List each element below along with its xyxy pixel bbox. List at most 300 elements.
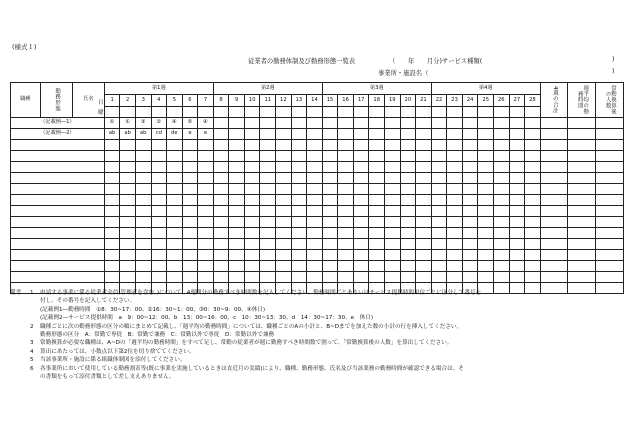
total-cell	[540, 118, 568, 129]
day-6: 6	[182, 95, 198, 107]
day-value-cell	[400, 173, 416, 184]
day-value-cell: e	[182, 129, 198, 140]
fte-cell	[596, 151, 624, 162]
example-label: （記載例―2）	[40, 130, 75, 137]
day-3: 3	[135, 95, 151, 107]
day-value-cell	[307, 206, 323, 217]
period-service-type: （ 年 月分)サービス種類(	[389, 58, 483, 65]
day-value-cell	[416, 151, 432, 162]
table-row	[11, 217, 624, 228]
day-value-cell	[182, 162, 198, 173]
day-value-cell	[493, 250, 509, 261]
day-value-cell	[276, 151, 292, 162]
day-value-cell	[509, 261, 525, 272]
day-value-cell	[416, 129, 432, 140]
day-value-cell	[182, 173, 198, 184]
fte-cell	[596, 228, 624, 239]
day-value-cell	[322, 261, 338, 272]
day-value-cell	[167, 261, 183, 272]
table-row	[11, 140, 624, 151]
day-value-cell	[369, 140, 385, 151]
day-value-cell	[385, 162, 401, 173]
day-value-cell	[338, 206, 354, 217]
day-value-cell	[478, 162, 494, 173]
fte-cell	[596, 173, 624, 184]
day-value-cell	[509, 195, 525, 206]
day-value-cell	[120, 217, 136, 228]
day-value-cell	[338, 162, 354, 173]
row-job	[11, 173, 105, 184]
day-value-cell	[322, 250, 338, 261]
day-value-cell	[322, 184, 338, 195]
day-value-cell: ②	[151, 118, 167, 129]
col-work-form-text: 勤務形態	[54, 88, 61, 112]
day-value-cell	[167, 140, 183, 151]
week-header-4: 第4週	[431, 83, 540, 95]
day-value-cell	[120, 195, 136, 206]
day-value-cell	[291, 261, 307, 272]
row-job	[11, 206, 105, 217]
day-value-cell	[244, 151, 260, 162]
day-value-cell	[104, 173, 120, 184]
weekday-cell	[198, 107, 214, 118]
day-value-cell	[369, 217, 385, 228]
day-value-cell	[369, 173, 385, 184]
day-value-cell	[385, 228, 401, 239]
day-value-cell	[400, 195, 416, 206]
weekly-avg-cell	[568, 272, 596, 283]
notes-section	[10, 289, 622, 381]
day-value-cell	[213, 217, 229, 228]
day-value-cell	[276, 239, 292, 250]
day-value-cell	[400, 272, 416, 283]
note-text: 申請する事業に係る従業者全員(管理者を含む。)について、4週間分の勤務すべき時間数を記入してください。勤務時間ごとあるいはサービス提供時間単位ごとに区分して番号を	[40, 290, 482, 296]
day-value-cell	[151, 272, 167, 283]
day-value-cell	[244, 162, 260, 173]
day-value-cell	[151, 140, 167, 151]
weekday-cell	[135, 107, 151, 118]
weekday-cell	[167, 107, 183, 118]
day-value-cell: ab	[104, 129, 120, 140]
day-value-cell	[260, 184, 276, 195]
day-value-cell	[478, 195, 494, 206]
day-value-cell	[260, 140, 276, 151]
day-value-cell	[104, 272, 120, 283]
weekday-cell	[431, 107, 447, 118]
day-value-cell	[338, 217, 354, 228]
day-value-cell	[244, 250, 260, 261]
day-value-cell	[462, 272, 478, 283]
weekday-cell	[416, 107, 432, 118]
notes-spacer	[10, 306, 30, 314]
day-value-cell	[462, 140, 478, 151]
day-value-cell	[385, 173, 401, 184]
weekday-cell	[369, 107, 385, 118]
day-value-cell	[431, 184, 447, 195]
day-value-cell	[229, 173, 245, 184]
day-value-cell	[151, 250, 167, 261]
day-value-cell	[400, 261, 416, 272]
day-value-cell	[353, 162, 369, 173]
notes-spacer	[10, 356, 30, 364]
table-row	[11, 272, 624, 283]
row-job	[11, 118, 105, 129]
weekly-avg-cell	[568, 195, 596, 206]
weekday-cell	[120, 107, 136, 118]
day-9: 9	[229, 95, 245, 107]
day-13: 13	[291, 95, 307, 107]
table-row	[11, 250, 624, 261]
day-value-cell	[478, 118, 494, 129]
weekly-avg-cell	[568, 118, 596, 129]
day-value-cell	[369, 239, 385, 250]
weekday-cell	[260, 107, 276, 118]
day-value-cell	[307, 250, 323, 261]
day-value-cell	[229, 195, 245, 206]
day-value-cell	[431, 195, 447, 206]
day-value-cell	[291, 151, 307, 162]
fte-cell	[596, 250, 624, 261]
day-value-cell	[104, 195, 120, 206]
fte-cell	[596, 184, 624, 195]
day-value-cell	[307, 151, 323, 162]
day-value-cell	[198, 228, 214, 239]
day-value-cell	[120, 162, 136, 173]
day-value-cell	[353, 173, 369, 184]
day-value-cell	[167, 162, 183, 173]
day-value-cell	[462, 195, 478, 206]
row-job	[11, 140, 105, 151]
weekday-cell	[462, 107, 478, 118]
day-value-cell	[353, 184, 369, 195]
day-value-cell	[151, 206, 167, 217]
day-value-cell	[353, 239, 369, 250]
day-value-cell	[120, 239, 136, 250]
day-value-cell	[447, 140, 463, 151]
day-value-cell	[229, 228, 245, 239]
row-job	[11, 228, 105, 239]
day-value-cell	[400, 162, 416, 173]
week-header-3: 第3週	[322, 83, 431, 95]
day-value-cell	[213, 118, 229, 129]
weekly-avg-cell	[568, 173, 596, 184]
day-value-cell	[447, 118, 463, 129]
day-value-cell	[338, 239, 354, 250]
note-text: 各事業所において使用している勤務割表等(既に事業を実施しているときは直近月の実績)により、職種、勤務形態、氏名及び当該業務の勤務時間が確認できる場合は、そ	[40, 365, 464, 372]
note-text: 常勤換算が必要な職種は、A~Dの「週平均の勤務時間」をすべて足し、常勤の従業者が週に勤務すべき時間数で割って、「常勤換算後の人数」を算出してください。	[40, 340, 453, 347]
day-value-cell	[198, 173, 214, 184]
day-value-cell	[135, 272, 151, 283]
weekday-cell	[493, 107, 509, 118]
day-value-cell	[198, 195, 214, 206]
day-value-cell	[307, 173, 323, 184]
weekday-cell	[104, 107, 120, 118]
day-value-cell	[276, 162, 292, 173]
day-value-cell	[322, 151, 338, 162]
col-name: 氏名	[72, 83, 104, 118]
day-value-cell	[416, 184, 432, 195]
row-job	[11, 272, 105, 283]
day-value-cell	[509, 250, 525, 261]
note-text: の書類をもって添付書類として差し支えありません。	[40, 374, 175, 381]
day-value-cell	[276, 118, 292, 129]
day-value-cell	[385, 250, 401, 261]
day-value-cell	[338, 129, 354, 140]
day-value-cell	[416, 217, 432, 228]
note-text: (記載例2―サービス提供時間 a 9：00~12：00、b 13：00~16：00、c 10：30~13：30、d 14：30~17：30、e 休日)	[40, 315, 374, 322]
day-value-cell	[291, 195, 307, 206]
day-value-cell	[167, 195, 183, 206]
day-value-cell	[431, 206, 447, 217]
day-value-cell	[151, 162, 167, 173]
day-value-cell	[104, 250, 120, 261]
day-value-cell	[213, 184, 229, 195]
day-value-cell	[260, 272, 276, 283]
weekday-cell	[509, 107, 525, 118]
day-value-cell	[135, 195, 151, 206]
day-value-cell: cd	[151, 129, 167, 140]
day-value-cell	[198, 250, 214, 261]
day-value-cell	[478, 206, 494, 217]
day-value-cell	[276, 250, 292, 261]
day-value-cell	[135, 217, 151, 228]
day-value-cell	[135, 206, 151, 217]
day-value-cell	[307, 184, 323, 195]
day-value-cell	[260, 250, 276, 261]
day-value-cell	[213, 228, 229, 239]
day-value-cell	[462, 151, 478, 162]
total-cell	[540, 228, 568, 239]
day-value-cell	[167, 206, 183, 217]
day-value-cell	[400, 184, 416, 195]
day-value-cell	[198, 217, 214, 228]
weekday-cell	[276, 107, 292, 118]
day-value-cell	[338, 195, 354, 206]
day-value-cell	[447, 250, 463, 261]
day-value-cell	[104, 151, 120, 162]
weekday-row-label: 曜	[98, 110, 104, 116]
note-number: 1	[30, 290, 34, 296]
day-value-cell	[120, 261, 136, 272]
day-value-cell	[276, 129, 292, 140]
day-value-cell	[338, 173, 354, 184]
weekly-avg-cell	[568, 261, 596, 272]
day-value-cell	[338, 228, 354, 239]
day-value-cell	[198, 184, 214, 195]
day-value-cell	[322, 228, 338, 239]
day-value-cell	[104, 162, 120, 173]
note-number-spacer	[30, 306, 40, 314]
day-value-cell	[493, 129, 509, 140]
day-value-cell	[525, 173, 541, 184]
day-value-cell: de	[167, 129, 183, 140]
day-value-cell	[353, 272, 369, 283]
day-value-cell	[135, 140, 151, 151]
total-cell	[540, 206, 568, 217]
day-value-cell	[322, 195, 338, 206]
day-value-cell	[525, 184, 541, 195]
day-value-cell	[462, 261, 478, 272]
day-value-cell	[135, 261, 151, 272]
day-value-cell	[276, 261, 292, 272]
note-text: 付し、その番号を記入してください。	[40, 298, 136, 305]
total-cell	[540, 261, 568, 272]
day-value-cell	[447, 206, 463, 217]
day-value-cell	[400, 228, 416, 239]
day-value-cell	[291, 272, 307, 283]
day-value-cell	[213, 140, 229, 151]
table-row	[11, 129, 624, 140]
day-value-cell	[353, 261, 369, 272]
day-10: 10	[244, 95, 260, 107]
day-value-cell	[151, 195, 167, 206]
weekday-cell	[182, 107, 198, 118]
weekday-cell	[307, 107, 323, 118]
day-17: 17	[353, 95, 369, 107]
day-value-cell	[307, 239, 323, 250]
day-value-cell	[338, 272, 354, 283]
note-number: 6	[30, 365, 34, 372]
day-value-cell	[276, 206, 292, 217]
day-24: 24	[462, 95, 478, 107]
day-value-cell	[369, 250, 385, 261]
notes-spacer	[10, 297, 30, 305]
day-value-cell	[385, 184, 401, 195]
day-value-cell	[135, 250, 151, 261]
day-value-cell	[291, 250, 307, 261]
day-value-cell	[260, 162, 276, 173]
day-value-cell: ④	[167, 118, 183, 129]
day-value-cell	[353, 250, 369, 261]
day-value-cell	[307, 195, 323, 206]
weekday-cell	[525, 107, 541, 118]
fte-cell	[596, 195, 624, 206]
day-value-cell	[369, 206, 385, 217]
fte-cell	[596, 217, 624, 228]
note-number: 2	[30, 323, 34, 330]
table-row	[11, 173, 624, 184]
day-value-cell	[213, 151, 229, 162]
day-25: 25	[478, 95, 494, 107]
fte-cell	[596, 129, 624, 140]
day-value-cell	[135, 184, 151, 195]
day-2: 2	[120, 95, 136, 107]
day-value-cell	[198, 272, 214, 283]
col-fte-count	[596, 83, 624, 118]
weekly-avg-cell	[568, 184, 596, 195]
table-row	[11, 261, 624, 272]
weekly-avg-cell	[568, 228, 596, 239]
day-value-cell	[416, 173, 432, 184]
day-value-cell	[229, 250, 245, 261]
day-value-cell	[447, 272, 463, 283]
day-value-cell	[151, 239, 167, 250]
day-value-cell	[431, 261, 447, 272]
day-value-cell	[525, 195, 541, 206]
weekly-avg-cell	[568, 217, 596, 228]
total-cell	[540, 239, 568, 250]
total-cell	[540, 184, 568, 195]
row-job	[11, 217, 105, 228]
row-job	[11, 151, 105, 162]
day-value-cell	[493, 162, 509, 173]
day-value-cell	[260, 217, 276, 228]
day-value-cell	[307, 129, 323, 140]
weekday-cell	[400, 107, 416, 118]
day-value-cell	[182, 195, 198, 206]
weekday-cell	[447, 107, 463, 118]
day-value-cell	[135, 228, 151, 239]
total-cell	[540, 140, 568, 151]
day-value-cell	[260, 195, 276, 206]
day-value-cell	[167, 250, 183, 261]
day-value-cell	[369, 195, 385, 206]
day-value-cell	[120, 173, 136, 184]
day-value-cell	[493, 239, 509, 250]
day-value-cell	[385, 239, 401, 250]
day-value-cell	[353, 151, 369, 162]
day-value-cell	[509, 184, 525, 195]
day-value-cell	[509, 129, 525, 140]
day-value-cell	[167, 173, 183, 184]
day-7: 7	[198, 95, 214, 107]
day-value-cell	[260, 228, 276, 239]
day-value-cell	[462, 173, 478, 184]
day-value-cell	[151, 261, 167, 272]
day-value-cell	[151, 184, 167, 195]
day-value-cell	[416, 140, 432, 151]
day-value-cell	[244, 129, 260, 140]
day-value-cell	[431, 217, 447, 228]
day-value-cell	[291, 162, 307, 173]
day-value-cell	[182, 184, 198, 195]
day-value-cell	[431, 239, 447, 250]
day-value-cell	[478, 228, 494, 239]
day-value-cell	[322, 239, 338, 250]
day-value-cell: ⑤	[182, 118, 198, 129]
day-value-cell	[322, 272, 338, 283]
day-18: 18	[369, 95, 385, 107]
day-value-cell	[478, 250, 494, 261]
day-value-cell	[400, 239, 416, 250]
day-value-cell	[276, 272, 292, 283]
day-1: 1	[104, 95, 120, 107]
day-value-cell	[260, 118, 276, 129]
day-value-cell	[151, 217, 167, 228]
day-value-cell	[447, 195, 463, 206]
day-value-cell	[291, 129, 307, 140]
day-value-cell	[416, 195, 432, 206]
weekly-avg-cell	[568, 140, 596, 151]
day-value-cell	[338, 118, 354, 129]
day-value-cell	[369, 184, 385, 195]
day-value-cell	[135, 151, 151, 162]
day-value-cell	[431, 173, 447, 184]
day-value-cell	[369, 228, 385, 239]
note-number-spacer	[30, 314, 40, 322]
day-value-cell	[509, 206, 525, 217]
day-value-cell	[478, 239, 494, 250]
day-value-cell	[276, 195, 292, 206]
day-value-cell	[244, 228, 260, 239]
weekly-avg-cell	[568, 206, 596, 217]
note-number-spacer	[30, 373, 40, 381]
day-value-cell	[478, 173, 494, 184]
day-value-cell	[307, 162, 323, 173]
day-value-cell	[260, 206, 276, 217]
day-value-cell	[509, 162, 525, 173]
day-value-cell	[260, 129, 276, 140]
